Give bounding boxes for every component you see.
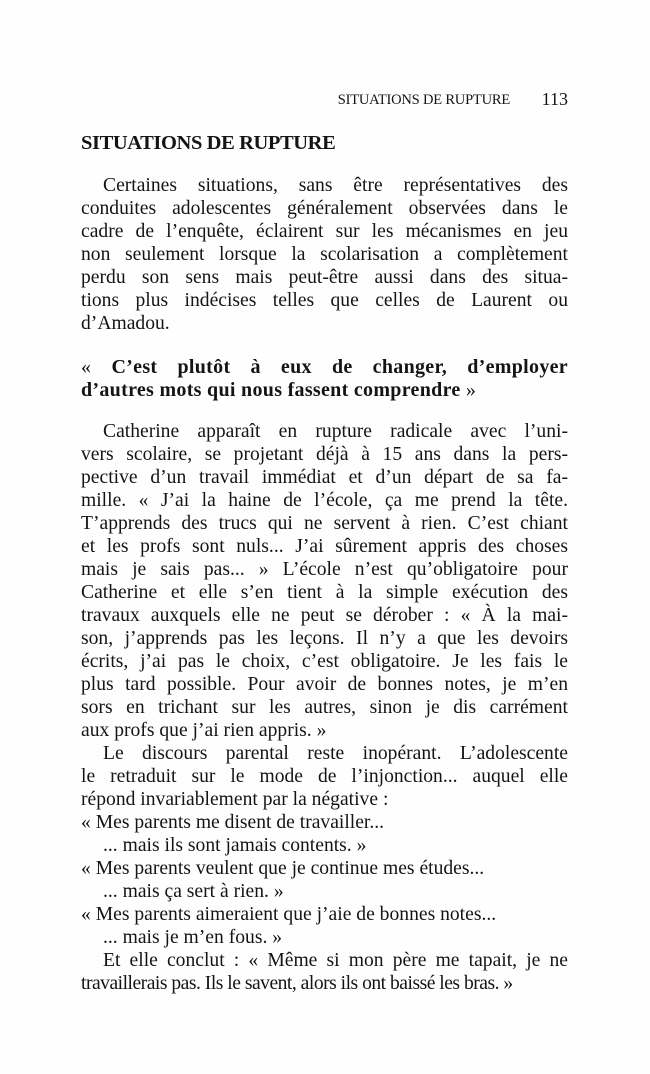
quote-statement: « Mes parents me disent de travailler... [81,812,385,833]
text-line: T’apprends des trucs qui ne servent à rien. C’est chiant [81,513,568,534]
close-quote: » [465,379,477,401]
text-line: cadre de l’enquête, éclairent sur les mécanismes en jeu [81,221,568,242]
text-line: aux profs que j’ai rien appris. » [81,720,327,741]
quote-response: ... mais ils sont jamais contents. » [103,835,367,856]
subheading-text: C’est plutôt à eux de changer, d’employer [111,356,568,378]
page-number: 113 [541,89,568,109]
text-line: répond invariablement par la négative : [81,789,389,810]
subheading-line-2 [81,379,476,402]
text-line: sors en trichant sur les autres, sinon je dis carrément [81,697,568,718]
text-line: et les profs sont nuls... J’ai sûrement appris des choses [81,536,568,557]
text-line: conduites adolescentes généralement observées dans le [81,198,568,219]
text-line: Catherine et elle s’en tient à la simple exécution des [81,582,568,603]
section-title: SITUATIONS DE RUPTURE [81,132,336,154]
text-line: plus tard possible. Pour avoir de bonnes notes, je m’en [81,674,568,695]
open-quote: « [81,356,92,378]
quote-response: ... mais ça sert à rien. » [103,881,284,902]
text-line: mille. « J’ai la haine de l’école, ça me prend la tête. [81,490,568,511]
text-line: son, j’apprends pas les leçons. Il n’y a que les devoirs [81,628,568,649]
text-line: tions plus indécises telles que celles de Laurent ou [81,290,568,311]
quote-statement: « Mes parents aimeraient que j’aie de bonnes notes... [81,904,497,925]
text-line: pective d’un travail immédiat et d’un départ de sa fa- [81,467,568,488]
text-line: d’Amadou. [81,313,170,334]
text-line: travaux auxquels elle ne peut se dérober : « À la mai- [81,605,568,626]
text-line: perdu son sens mais peut-être aussi dans des situa- [81,267,568,288]
quote-statement: « Mes parents veulent que je continue mes études... [81,858,485,879]
subheading-line-1 [81,356,568,379]
text-line: mais je sais pas... » L’école n’est qu’obligatoire pour [81,559,568,580]
text-line: Et elle conclut : « Même si mon père me tapait, je ne [103,950,568,971]
text-line: Le discours parental reste inopérant. L’adolescente [103,743,568,764]
text-line: travaillerais pas. Ils le savent, alors ils ont baissé les bras. » [81,973,513,994]
text-line: Catherine apparaît en rupture radicale avec l’uni- [103,421,568,442]
text-line: Certaines situations, sans être représentatives des [103,175,568,196]
subheading-text: d’autres mots qui nous fassent comprendre [81,379,461,401]
running-header-title: SITUATIONS DE RUPTURE [337,92,510,108]
running-header [81,89,568,111]
text-line: écrits, j’ai pas le choix, c’est obligatoire. Je les fais le [81,651,568,672]
text-line: vers scolaire, se projetant déjà à 15 ans dans la pers- [81,444,568,465]
quote-response: ... mais je m’en fous. » [103,927,283,948]
text-line: le retraduit sur le mode de l’injonction... auquel elle [81,766,568,787]
text-line: non seulement lorsque la scolarisation a complètement [81,244,568,265]
